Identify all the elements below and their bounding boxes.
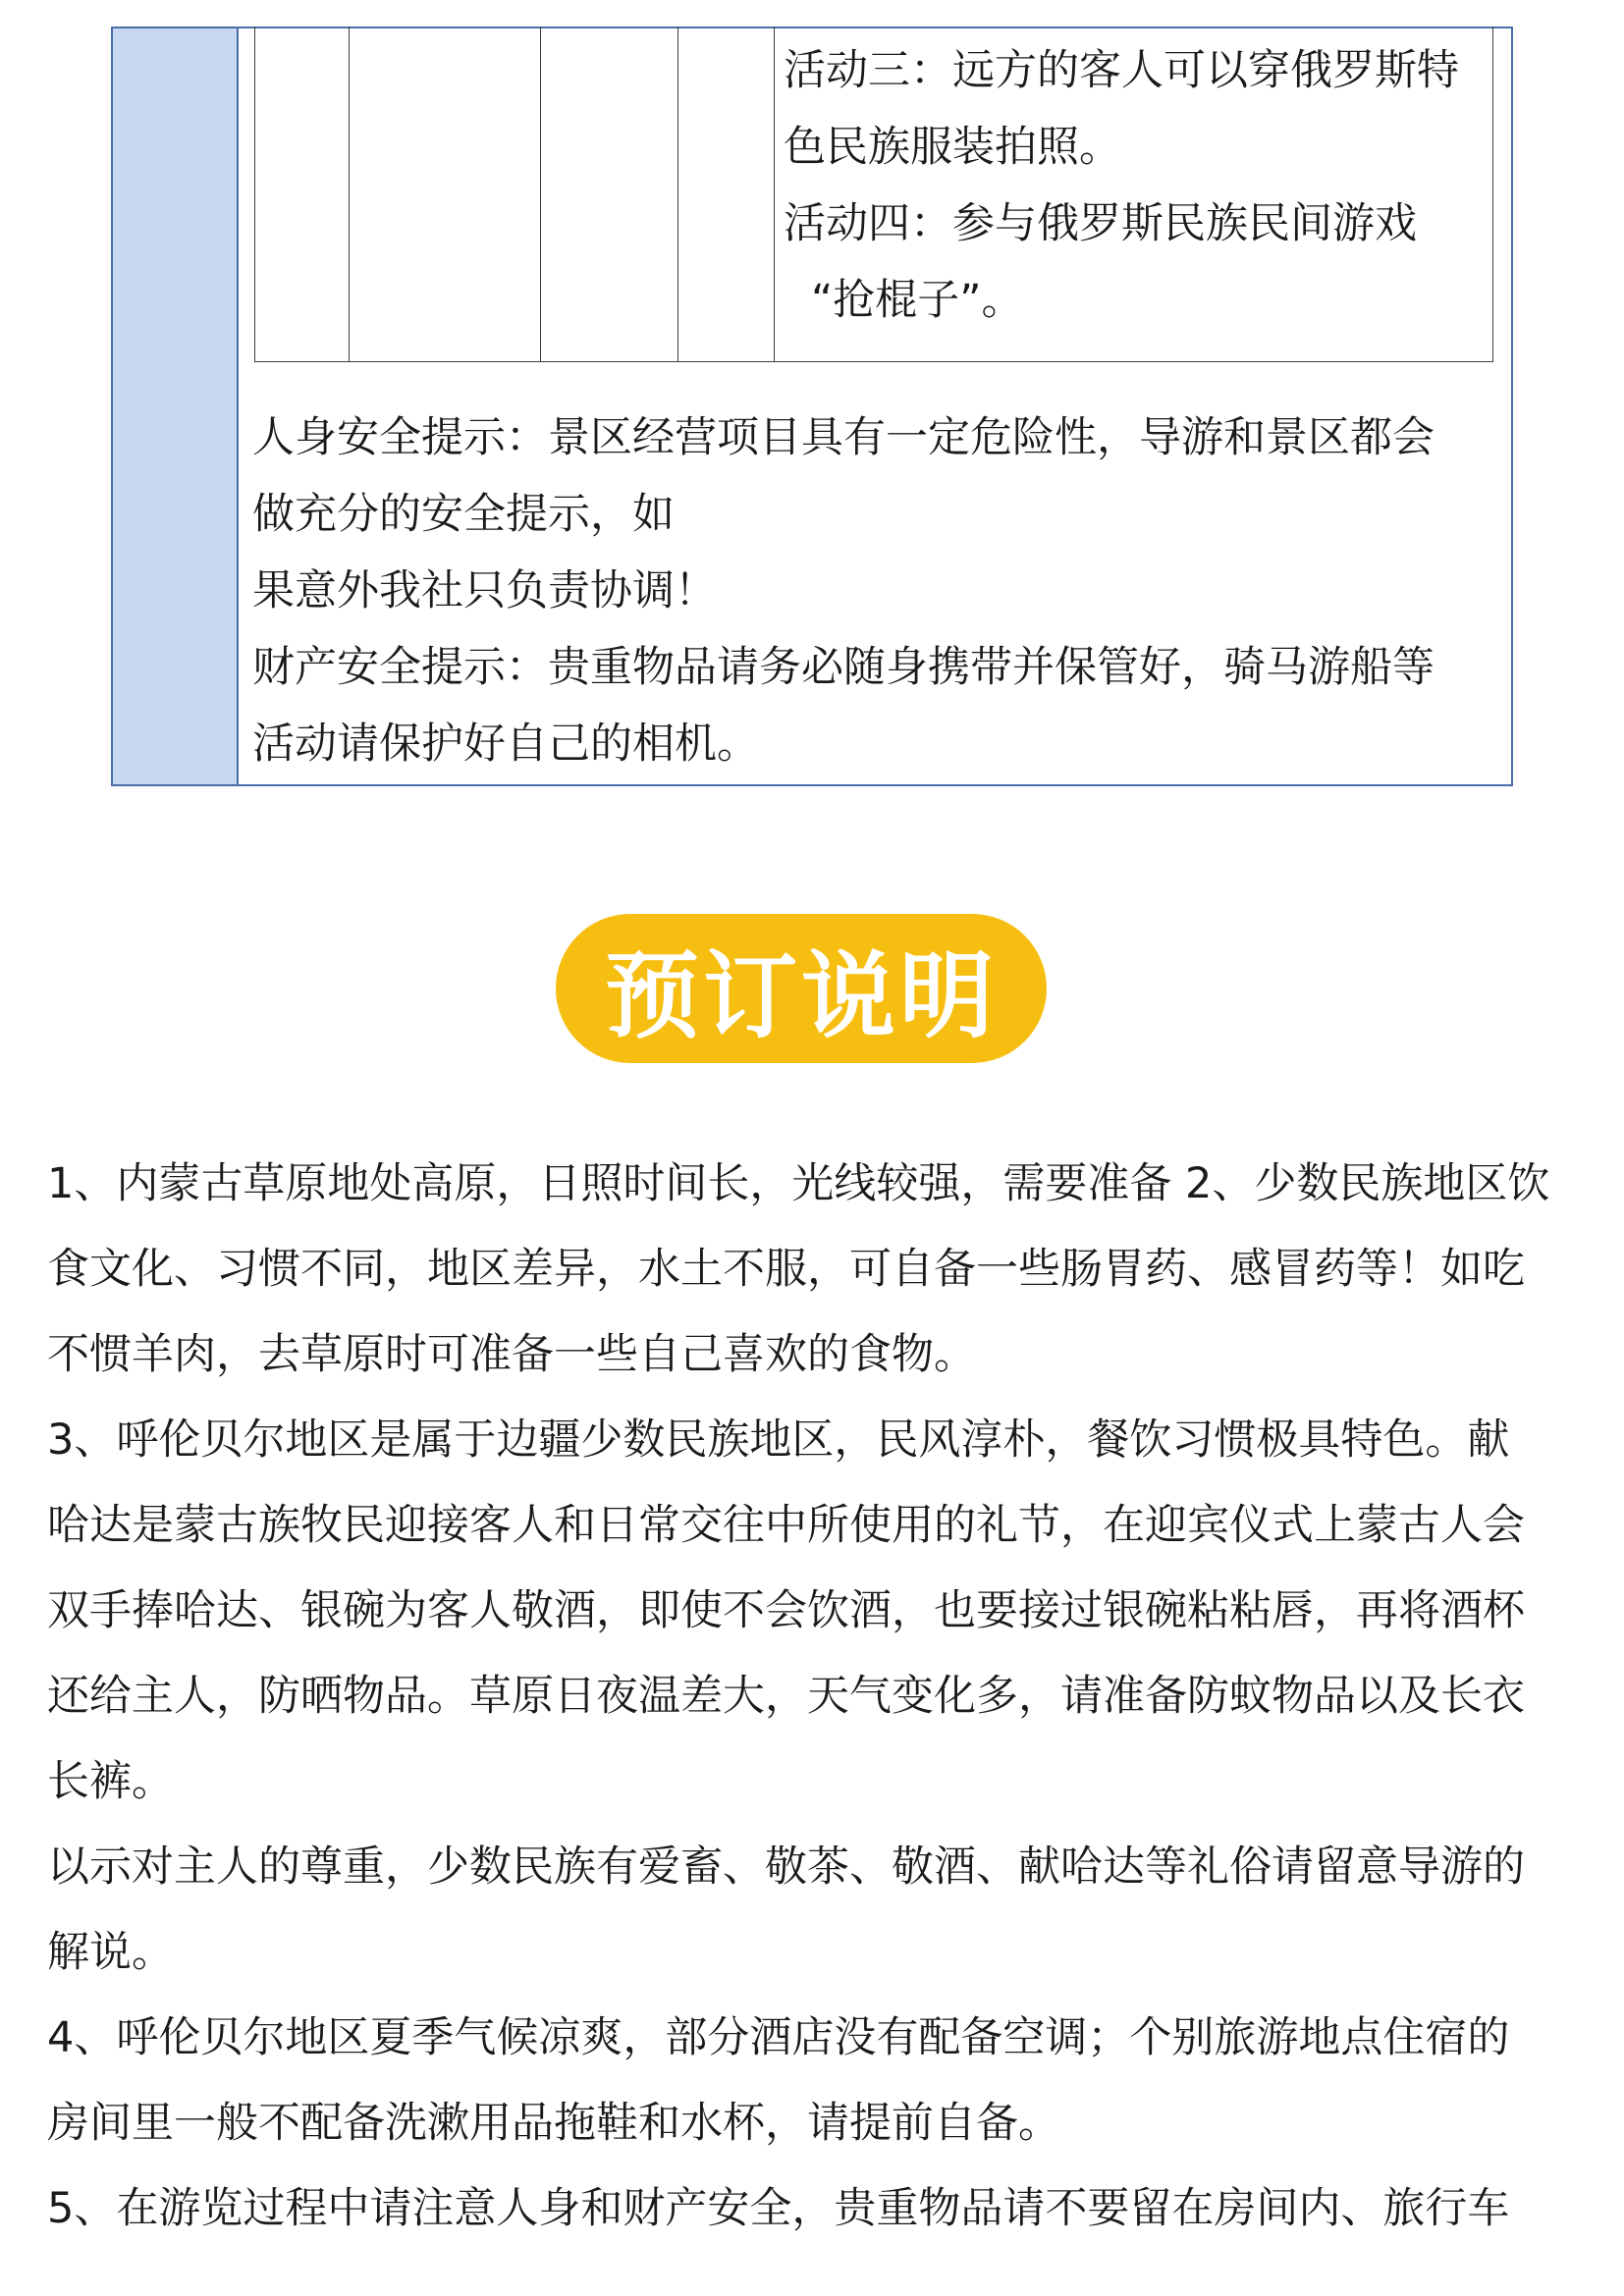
safety-tips <box>252 400 1499 782</box>
note-line: 5、在游览过程中请注意人身和财产安全，贵重物品请不要留在房间内、旅行车 <box>47 2184 1510 2233</box>
table-divider <box>540 27 541 361</box>
note-line: 长裤。 <box>47 1757 174 1806</box>
safety-line: 活动请保护好自己的相机。 <box>252 720 759 769</box>
note-line: 4、呼伦贝尔地区夏季气候凉爽，部分酒店没有配备空调；个别旅游地点住宿的 <box>47 2013 1510 2062</box>
note-line: 解说。 <box>47 1928 174 1977</box>
activity-line: 色民族服装拍照。 <box>784 123 1121 172</box>
note-line: 1、内蒙古草原地处高原，日照时间长，光线较强，需要准备 2、少数民族地区饮 <box>47 1159 1550 1208</box>
activity-table <box>254 27 1493 362</box>
note-line: 食文化、习惯不同，地区差异，水土不服，可自备一些肠胃药、感冒药等！如吃 <box>47 1245 1525 1294</box>
note-line: 哈达是蒙古族牧民迎接客人和日常交往中所使用的礼节，在迎宾仪式上蒙古人会 <box>47 1501 1525 1550</box>
table-divider <box>677 27 678 361</box>
activity-line: “抢棍子”。 <box>811 276 1024 325</box>
itinerary-table <box>111 27 1513 786</box>
safety-line: 做充分的安全提示，如 <box>252 490 675 539</box>
note-line: 还给主人，防晒物品。草原日夜温差大，天气变化多，请准备防蚊物品以及长衣 <box>47 1672 1525 1721</box>
activity-line: 活动三：远方的客人可以穿俄罗斯特 <box>784 46 1459 95</box>
note-line: 3、呼伦贝尔地区是属于边疆少数民族地区，民风淳朴，餐饮习惯极具特色。献 <box>47 1415 1510 1465</box>
note-line: 不惯羊肉，去草原时可准备一些自己喜欢的食物。 <box>47 1330 976 1379</box>
note-line: 以示对主人的尊重，少数民族有爱畜、敬茶、敬酒、献哈达等礼俗请留意导游的 <box>47 1842 1525 1892</box>
day-column <box>113 28 239 784</box>
safety-line: 人身安全提示：景区经营项目具有一定危险性，导游和景区都会 <box>252 413 1435 462</box>
activity-line: 活动四：参与俄罗斯民族民间游戏 <box>784 199 1417 248</box>
note-line: 双手捧哈达、银碗为客人敬酒，即使不会饮酒，也要接过银碗粘粘唇，再将酒杯 <box>47 1586 1525 1635</box>
booking-heading <box>556 914 1047 1063</box>
table-divider <box>774 27 775 361</box>
table-divider <box>349 27 350 361</box>
note-line: 房间里一般不配备洗漱用品拖鞋和水杯，请提前自备。 <box>47 2099 1060 2148</box>
activity-description <box>784 32 1490 339</box>
booking-notes <box>47 1142 1591 2252</box>
booking-heading-text: 预订说明 <box>605 939 998 1051</box>
safety-line: 果意外我社只负责协调！ <box>252 566 717 615</box>
safety-line: 财产安全提示：贵重物品请务必随身携带并保管好，骑马游船等 <box>252 643 1435 692</box>
